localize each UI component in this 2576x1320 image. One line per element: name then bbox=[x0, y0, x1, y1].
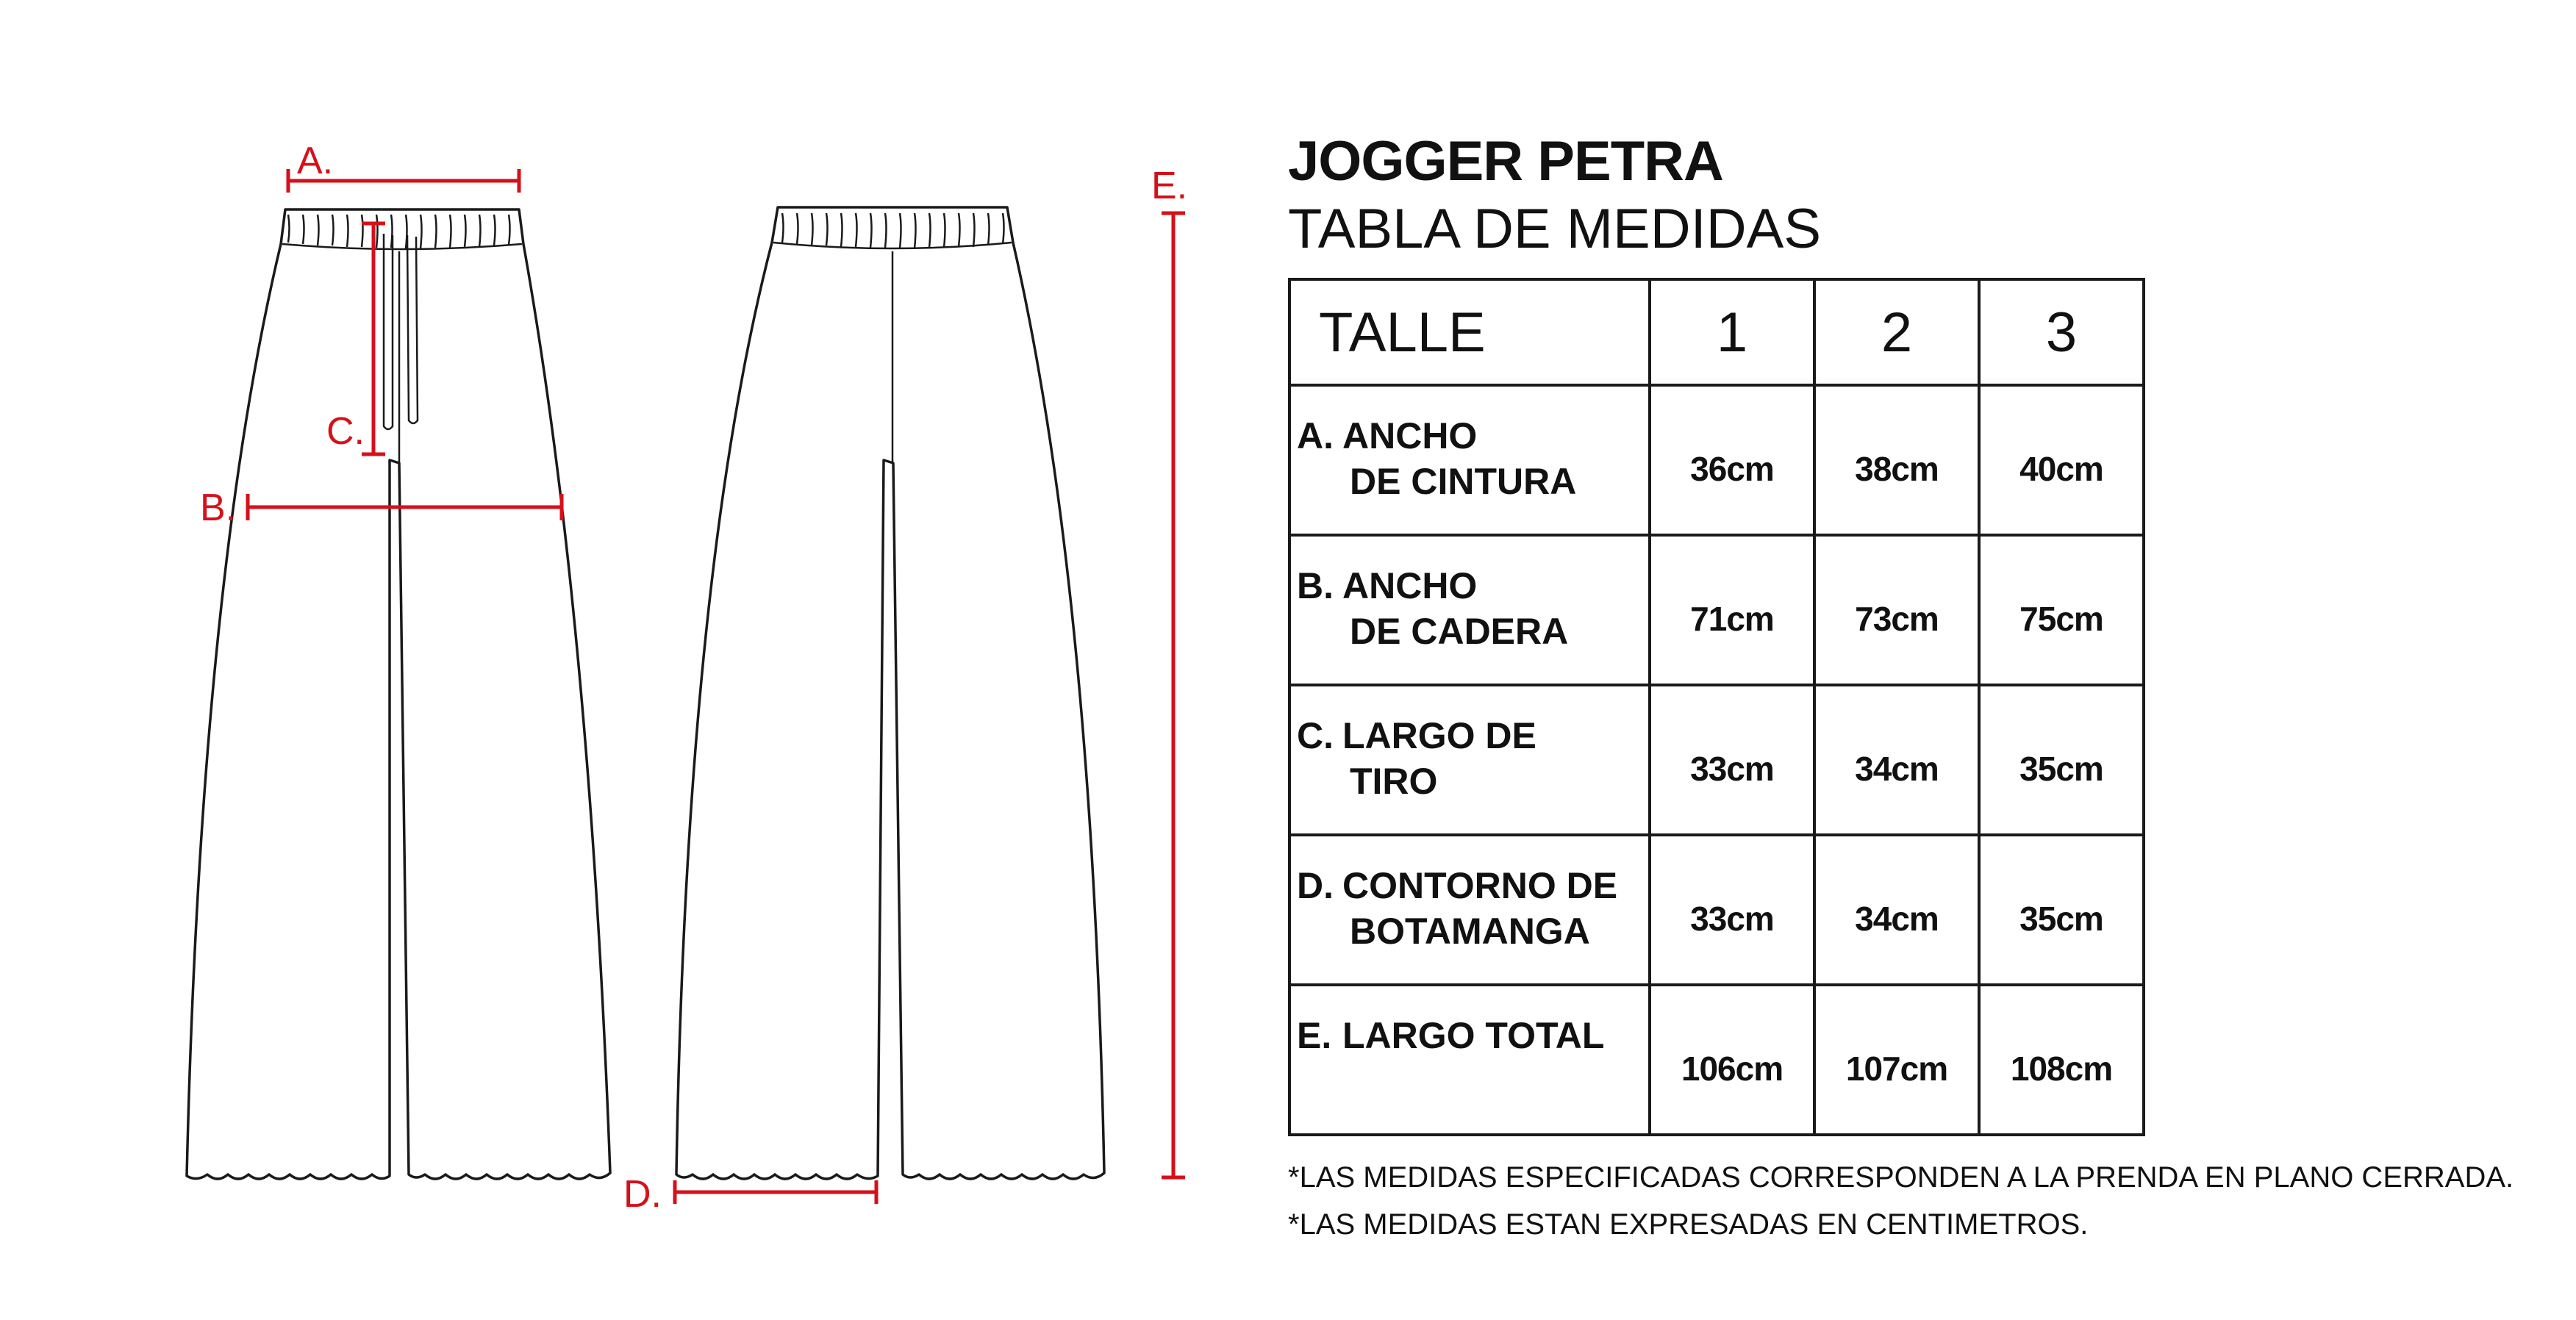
table-subtitle: TABLA DE MEDIDAS bbox=[1288, 198, 1822, 260]
measure-name-line2: BOTAMANGA bbox=[1350, 911, 1590, 952]
header-talle: TALLE bbox=[1289, 279, 1650, 385]
value-size-2: 73cm bbox=[1814, 535, 1979, 685]
measure-d-label: D. bbox=[623, 1173, 662, 1216]
value-size-3: 40cm bbox=[1979, 385, 2144, 535]
value-size-3: 75cm bbox=[1979, 535, 2144, 685]
table-row bbox=[1289, 685, 2144, 835]
value-size-2: 34cm bbox=[1814, 835, 1979, 985]
measure-name-line1: CONTORNO DE bbox=[1342, 865, 1618, 906]
measure-name-cell bbox=[1289, 835, 1650, 985]
measure-c-label: C. bbox=[326, 410, 365, 453]
measure-b-label: B. bbox=[200, 487, 237, 529]
measure-letter: A. bbox=[1297, 415, 1334, 456]
measure-name-line2: DE CADERA bbox=[1350, 611, 1569, 652]
measure-name-line2: DE CINTURA bbox=[1350, 461, 1577, 502]
measure-name-line2: TIRO bbox=[1350, 761, 1438, 802]
value-size-1: 71cm bbox=[1650, 535, 1814, 685]
header-size-3: 3 bbox=[1979, 279, 2144, 385]
pants-front-view bbox=[187, 209, 610, 1179]
measure-name-line1: LARGO TOTAL bbox=[1342, 1015, 1605, 1056]
value-size-3: 35cm bbox=[1979, 835, 2144, 985]
pants-technical-drawing bbox=[0, 0, 1250, 1320]
value-size-1: 106cm bbox=[1650, 985, 1814, 1135]
size-table bbox=[1288, 278, 2145, 1136]
product-title: JOGGER PETRA bbox=[1288, 130, 1723, 193]
measure-a-label: A. bbox=[297, 140, 334, 182]
measure-e-label: E. bbox=[1151, 165, 1188, 207]
value-size-1: 36cm bbox=[1650, 385, 1814, 535]
table-row bbox=[1289, 535, 2144, 685]
note-units: *LAS MEDIDAS ESTAN EXPRESADAS EN CENTIMETROS. bbox=[1288, 1208, 2089, 1241]
measure-name-line1: ANCHO bbox=[1342, 565, 1478, 606]
measure-name-cell bbox=[1289, 385, 1650, 535]
measure-letter: D. bbox=[1297, 865, 1334, 906]
value-size-1: 33cm bbox=[1650, 835, 1814, 985]
value-size-2: 38cm bbox=[1814, 385, 1979, 535]
measure-letter: B. bbox=[1297, 565, 1334, 606]
table-header-row bbox=[1289, 279, 2144, 385]
table-row bbox=[1289, 835, 2144, 985]
measure-letter: C. bbox=[1297, 715, 1334, 756]
measure-a bbox=[288, 140, 519, 193]
pants-back-view bbox=[676, 207, 1104, 1179]
measure-e bbox=[1151, 165, 1187, 1177]
value-size-3: 108cm bbox=[1979, 985, 2144, 1135]
value-size-3: 35cm bbox=[1979, 685, 2144, 835]
table-row bbox=[1289, 385, 2144, 535]
measure-name-line1: LARGO DE bbox=[1342, 715, 1536, 756]
value-size-2: 34cm bbox=[1814, 685, 1979, 835]
value-size-2: 107cm bbox=[1814, 985, 1979, 1135]
value-size-1: 33cm bbox=[1650, 685, 1814, 835]
measure-name-cell bbox=[1289, 685, 1650, 835]
measure-name-cell bbox=[1289, 535, 1650, 685]
header-size-1: 1 bbox=[1650, 279, 1814, 385]
measure-name-cell bbox=[1289, 985, 1650, 1135]
table-row bbox=[1289, 985, 2144, 1135]
measure-letter: E. bbox=[1297, 1015, 1332, 1056]
header-size-2: 2 bbox=[1814, 279, 1979, 385]
measure-name-line1: ANCHO bbox=[1342, 415, 1478, 456]
measure-d bbox=[623, 1173, 876, 1216]
note-flat-measure: *LAS MEDIDAS ESPECIFICADAS CORRESPONDEN A LA PRENDA EN PLANO CERRADA. bbox=[1288, 1161, 2514, 1194]
